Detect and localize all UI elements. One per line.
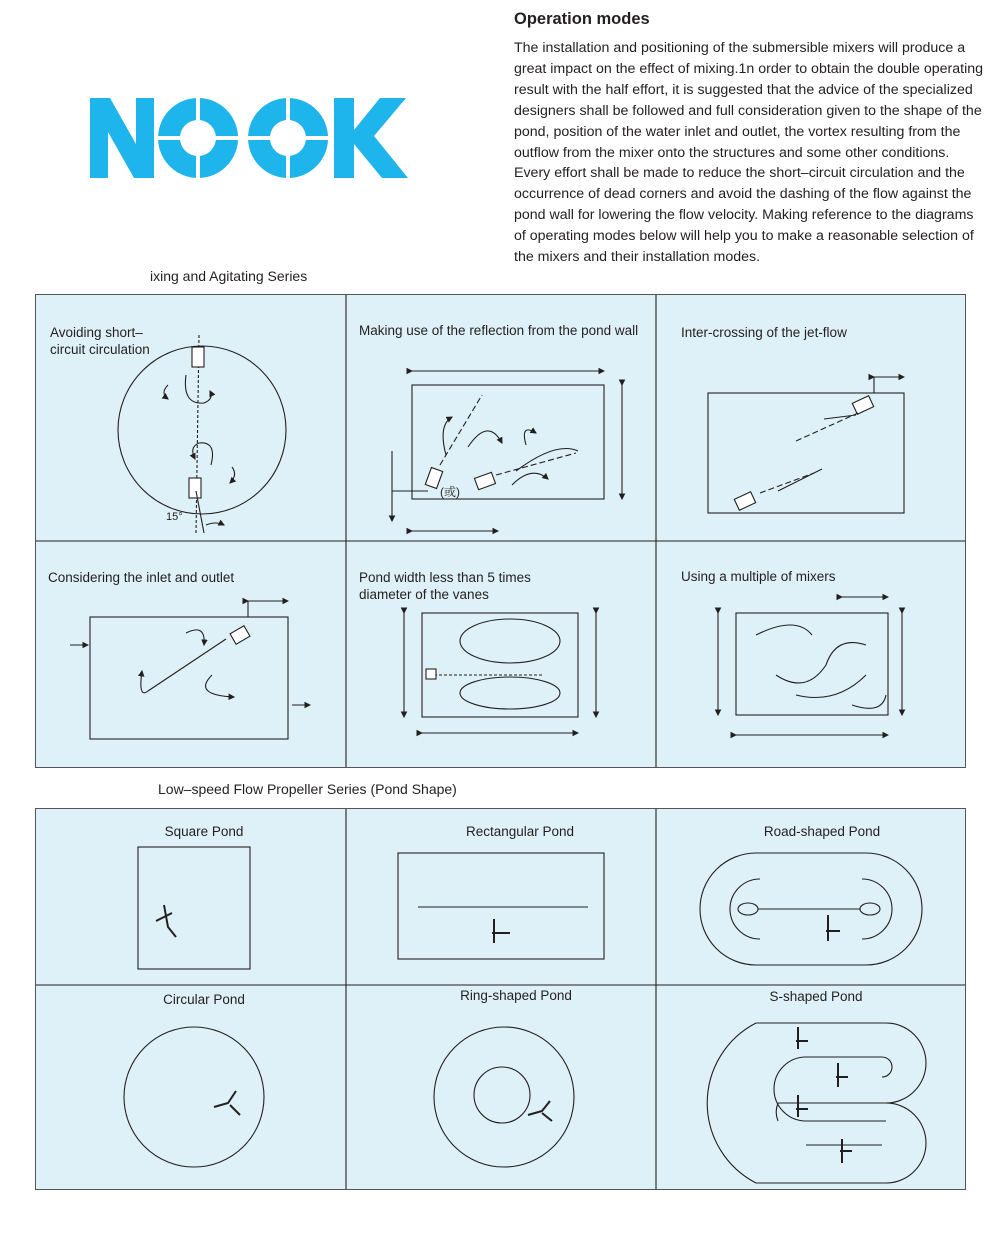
mixing-diagrams bbox=[36, 295, 965, 767]
label-rectangular-pond: Rectangular Pond bbox=[465, 824, 575, 839]
reflection-diagram bbox=[392, 371, 622, 531]
label-square-pond: Square Pond bbox=[164, 824, 244, 839]
mixing-section-title: ixing and Agitating Series bbox=[150, 268, 308, 284]
operation-title: Operation modes bbox=[514, 10, 650, 28]
rectangular-pond-shape bbox=[398, 853, 604, 959]
angle-label: 15° bbox=[166, 511, 183, 523]
label-multiple-mixers: Using a multiple of mixers bbox=[681, 569, 836, 584]
operation-paragraph: The installation and positioning of the submersible mixers will produce a great impact on the effect of mixing.1n order to obtain the double operating result with the half effort, it is suggested that the advice of the specialized designers shall be followed and full consideration given to the shape of the pond, position of the water inlet and outlet, the vortex resulting from the outflow from the mixer onto the structures and some other conditions. Every effort shall be made to reduce the short–circuit circulation and the occurrence of dead corners and avoid the dashing of the flow against the pond wall for lowering the flow velocity. Making reference to the diagrams of operating modes below will help you to make a reasonable selection of the mixers and their installation modes. bbox=[514, 40, 984, 266]
s-pond-shape bbox=[707, 1023, 926, 1183]
flow-section-title: Low–speed Flow Propeller Series (Pond Shape) bbox=[158, 781, 457, 797]
label-inter-crossing: Inter-crossing of the jet-flow bbox=[681, 325, 847, 340]
inlet-outlet-diagram bbox=[70, 601, 310, 739]
alt-mark: (或) bbox=[440, 485, 460, 499]
label-reflection: Making use of the reflection from the pond wall bbox=[359, 323, 639, 338]
multiple-mixers-diagram bbox=[718, 597, 902, 735]
label-road-pond: Road-shaped Pond bbox=[763, 824, 881, 839]
short-circuit-diagram bbox=[118, 335, 286, 533]
pond-shape-grid bbox=[35, 808, 966, 1190]
narrow-pond-diagram bbox=[404, 613, 596, 733]
mixing-diagram-grid bbox=[35, 294, 966, 768]
label-inlet-outlet: Considering the inlet and outlet bbox=[48, 570, 235, 585]
label-short-circuit: Avoiding short–circuit circulation bbox=[50, 325, 150, 357]
ring-pond-shape bbox=[434, 1027, 574, 1167]
square-pond-shape bbox=[138, 847, 250, 969]
label-ring-pond: Ring-shaped Pond bbox=[460, 988, 572, 1003]
circular-pond-shape bbox=[124, 1027, 264, 1167]
inter-crossing-diagram bbox=[708, 377, 904, 513]
label-circular-pond: Circular Pond bbox=[163, 992, 245, 1007]
road-pond-shape bbox=[700, 853, 922, 965]
label-s-pond: S-shaped Pond bbox=[769, 989, 863, 1004]
label-narrow-pond: Pond width less than 5 times diameter of the vanes bbox=[359, 570, 531, 602]
nook-logo bbox=[88, 96, 410, 180]
